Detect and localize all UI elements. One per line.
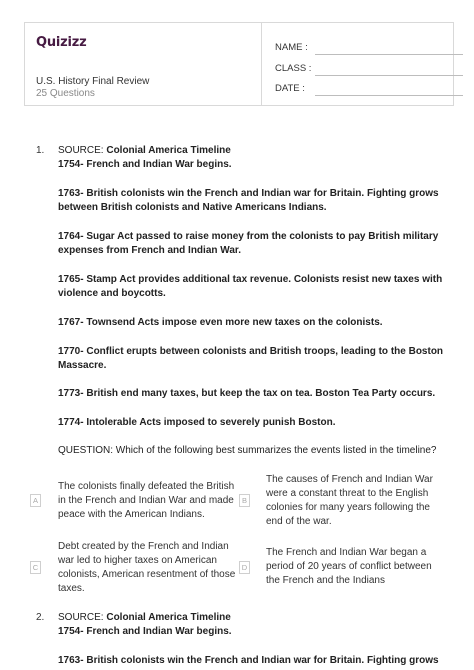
option-text-line: the French and the Indians — [266, 575, 385, 586]
option-text-line: colonies for many years following the — [266, 502, 430, 513]
source-prefix: SOURCE: — [58, 145, 107, 156]
option-letter: A — [30, 494, 41, 507]
timeline-line: 1765- Stamp Act provides additional tax revenue. Colonists resist new taxes with — [58, 274, 443, 285]
timeline-line: 1763- British colonists win the French and Indian war for Britain. Fighting grows — [58, 655, 439, 666]
class-label: CLASS : — [275, 63, 312, 74]
option-letter: C — [30, 561, 41, 574]
source-title: Colonial America Timeline — [106, 612, 231, 623]
option-text-line: end of the war. — [266, 516, 332, 527]
timeline-line: Massacre. — [58, 360, 107, 371]
option-text-line: The colonists finally defeated the British — [58, 481, 235, 492]
option-text-line: war led to higher taxes on American — [58, 555, 217, 566]
option-letter: D — [239, 561, 250, 574]
worksheet-title: U.S. History Final Review — [36, 76, 150, 87]
header-divider — [261, 23, 262, 106]
timeline-line: 1774- Intolerable Acts imposed to severely punish Boston. — [58, 417, 336, 428]
option-text-line: in the French and Indian War and made — [58, 495, 234, 506]
question-number: 2. — [36, 612, 45, 623]
timeline-line: between British colonists and Native Americans Indians. — [58, 202, 327, 213]
option-text-line: period of 20 years of conflict between — [266, 561, 432, 572]
option-text-line: were a constant threat to the English — [266, 488, 429, 499]
option-text-line: taxes. — [58, 583, 85, 594]
name-line — [315, 54, 463, 55]
timeline-line: violence and boycotts. — [58, 288, 166, 299]
question-text: QUESTION: Which of the following best summarizes the events listed in the timeline? — [58, 445, 437, 456]
option-text-line: Debt created by the French and Indian — [58, 541, 229, 552]
timeline-line: 1754- French and Indian War begins. — [58, 159, 232, 170]
source-title: Colonial America Timeline — [106, 145, 231, 156]
timeline-line: 1773- British end many taxes, but keep the tax on tea. Boston Tea Party occurs. — [58, 388, 436, 399]
worksheet-header — [24, 22, 454, 106]
option-letter: B — [239, 494, 250, 507]
option-text-line: The causes of French and Indian War — [266, 474, 433, 485]
class-line — [315, 75, 463, 76]
option-text-line: colonists, American resentment of those — [58, 569, 236, 580]
question-count: 25 Questions — [36, 88, 95, 99]
date-line — [315, 95, 463, 96]
quizizz-logo: Quizizz — [36, 35, 87, 50]
option-text-line: The French and Indian War began a — [266, 547, 427, 558]
timeline-line: 1754- French and Indian War begins. — [58, 626, 232, 637]
name-label: NAME : — [275, 42, 308, 53]
timeline-line: 1764- Sugar Act passed to raise money from the colonists to pay British military — [58, 231, 439, 242]
source-line — [58, 144, 231, 158]
timeline-line: 1763- British colonists win the French and Indian war for Britain. Fighting grows — [58, 188, 439, 199]
source-line — [58, 611, 231, 625]
timeline-line: expenses from French and Indian War. — [58, 245, 242, 256]
timeline-line: 1770- Conflict erupts between colonists and British troops, leading to the Boston — [58, 346, 444, 357]
option-text-line: peace with the American Indians. — [58, 509, 205, 520]
question-number: 1. — [36, 145, 45, 156]
timeline-line: 1767- Townsend Acts impose even more new taxes on the colonists. — [58, 317, 383, 328]
source-prefix: SOURCE: — [58, 612, 107, 623]
date-label: DATE : — [275, 83, 305, 94]
